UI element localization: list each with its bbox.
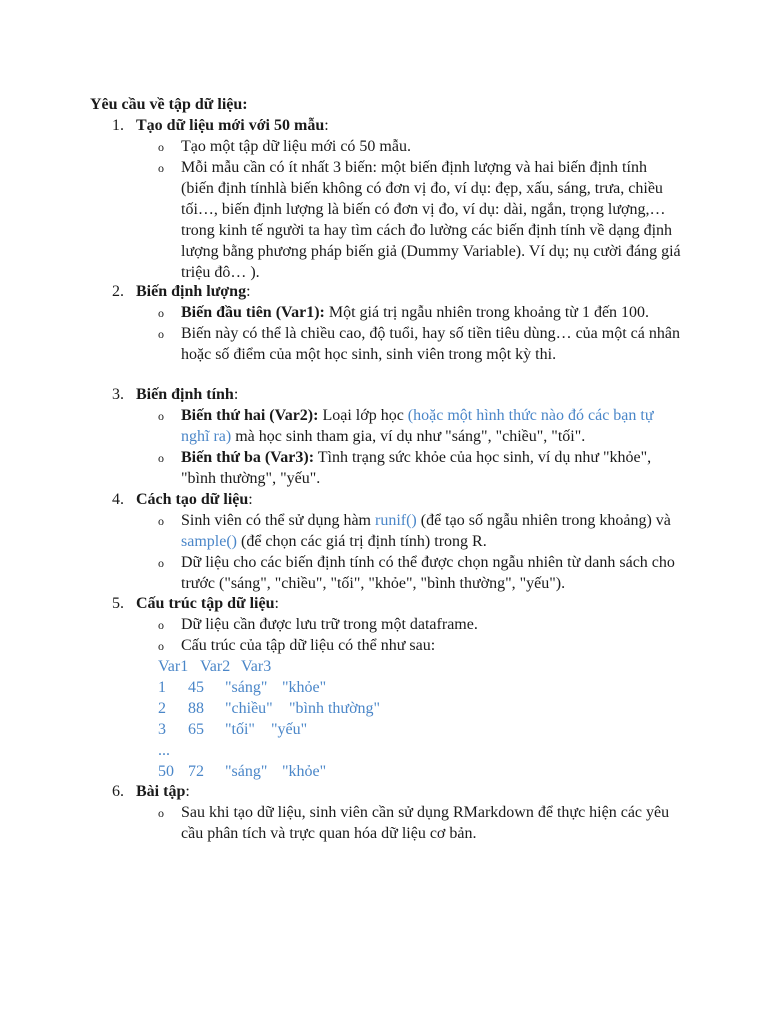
bullet-bold-lead: Biến thứ ba (Var3): [181,449,315,466]
table-header-cell: Var2 [200,658,231,675]
section-number: 1. [112,117,124,134]
table-cell: 2 [158,700,166,717]
bullet-text: Cấu trúc của tập dữ liệu có thể như sau: [181,637,436,654]
bullet-marker: o [158,140,164,154]
section-colon: : [274,595,279,612]
table-cell: 45 [188,679,204,696]
section-label: Biến định tính [136,386,234,403]
bullet-list [0,302,768,365]
list-item [0,614,681,635]
list-item [0,405,681,447]
section-colon: : [233,386,239,403]
code-function-sample: sample() [181,533,237,550]
section-number: 2. [112,283,124,300]
bullet-text: Biến này có thể là chiều cao, độ tuổi, hay số tiền tiêu dùng… của một cá nhân hoặc số điểm của một học sinh, sinh viên trong một kỳ thi. [181,325,680,363]
bullet-text: Sau khi tạo dữ liệu, sinh viên cần sử dụng RMarkdown để thực hiện các yêu cầu phân tích và trực quan hóa dữ liệu cơ bản. [181,804,670,842]
section-label: Tạo dữ liệu mới với 50 mẫu [136,117,325,134]
table-cell: 3 [158,721,166,738]
section-number: 6. [112,783,124,800]
bullet-text: Một giá trị ngẫu nhiên trong khoảng từ 1 đến 100. [324,304,650,321]
bullet-highlight-text: (hoặc một hình thức nào đó các bạn tự nghĩ ra) [181,407,654,445]
bullet-marker: o [158,327,164,341]
table-ellipsis: ... [158,742,170,759]
bullet-list [0,614,768,656]
bullet-text: Dữ liệu cần được lưu trữ trong một dataframe. [181,616,478,633]
bullet-bold-lead: Biến thứ hai (Var2): [181,407,319,424]
table-cell: 88 [188,700,204,717]
bullet-text: Sinh viên có thể sử dụng hàm [181,512,375,529]
table-header-cell: Var1 [158,658,189,675]
section-label: Bài tập [136,783,186,800]
table-cell: 1 [158,679,166,696]
table-cell: "tối" [225,721,255,738]
bullet-text: (để tạo số ngẫu nhiên trong khoảng) và [416,512,671,529]
bullet-marker: o [158,514,164,528]
bullet-text: Tạo một tập dữ liệu mới có 50 mẫu. [181,138,411,155]
table-cell: "khỏe" [282,763,327,780]
table-cell: "khỏe" [282,679,327,696]
bullet-marker: o [158,618,164,632]
section-label: Biến định lượng [136,283,247,300]
document-title: Yêu cầu về tập dữ liệu: [90,96,248,113]
bullet-list [0,510,768,594]
bullet-bold-lead: Biến đầu tiên (Var1): [181,304,325,321]
list-item [0,157,681,283]
section-label: Cấu trúc tập dữ liệu [136,595,275,612]
code-function-runif: runif() [374,512,417,529]
bullet-text: Tình trạng sức khỏe của học sinh, ví dụ như "khỏe", "bình thường", "yếu". [181,449,652,487]
section-number: 3. [112,386,124,403]
bullet-text: Loại lớp học [318,407,408,424]
table-header-cell: Var3 [241,658,272,675]
section-number: 5. [112,595,124,612]
bullet-list [0,136,768,283]
list-item [0,447,681,489]
bullet-text: Mỗi mẫu cần có ít nhất 3 biến: một biến định lượng và hai biến định tính (biến định tínhlà biến không có đơn vị đo, ví dụ: đẹp, xấu, sáng, trưa, chiều tối…, biến định lượng là biến có đơn vị đo, ví dụ: dài, ngắn, trọng lượng,… trong kinh tế người ta hay tìm cách đo lường các biến định tính về dạng định lượng bằng phương pháp biến giả (Dummy Variable). Ví dụ; nụ cười đáng giá triệu đô… ). [181,159,681,281]
table-cell: 72 [188,763,204,780]
list-item [0,323,681,365]
table-cell: 50 [158,763,174,780]
table-cell: "bình thường" [289,700,381,717]
bullet-text: mà học sinh tham gia, ví dụ như "sáng", "chiều", "tối". [231,428,586,445]
list-item [0,635,681,656]
table-cell: "sáng" [225,679,268,696]
section-colon: : [185,783,190,800]
table-cell: "sáng" [225,763,268,780]
bullet-marker: o [158,409,164,423]
bullet-text: Dữ liệu cho các biến định tính có thể được chọn ngẫu nhiên từ danh sách cho trước ("sáng", "chiều", "tối", "khỏe", "bình thường", "yếu"). [181,554,675,592]
table-cell: "yếu" [271,721,308,738]
bullet-marker: o [158,639,164,653]
bullet-marker: o [158,806,164,820]
section-colon: : [246,283,251,300]
list-item [0,552,681,594]
section-colon: : [248,491,253,508]
list-item [0,136,681,157]
list-item [0,510,681,552]
table-cell: 65 [188,721,204,738]
section-label: Cách tạo dữ liệu [136,491,249,508]
bullet-list [0,405,768,489]
bullet-marker: o [158,556,164,570]
list-item [0,302,681,323]
table-cell: "chiều" [225,700,273,717]
list-item [0,802,681,844]
bullet-list [0,802,768,844]
bullet-marker: o [158,306,164,320]
bullet-marker: o [158,161,164,175]
bullet-marker: o [158,451,164,465]
section-number: 4. [112,491,124,508]
section-colon: : [324,117,329,134]
bullet-text: (để chọn các giá trị định tính) trong R. [236,533,487,550]
